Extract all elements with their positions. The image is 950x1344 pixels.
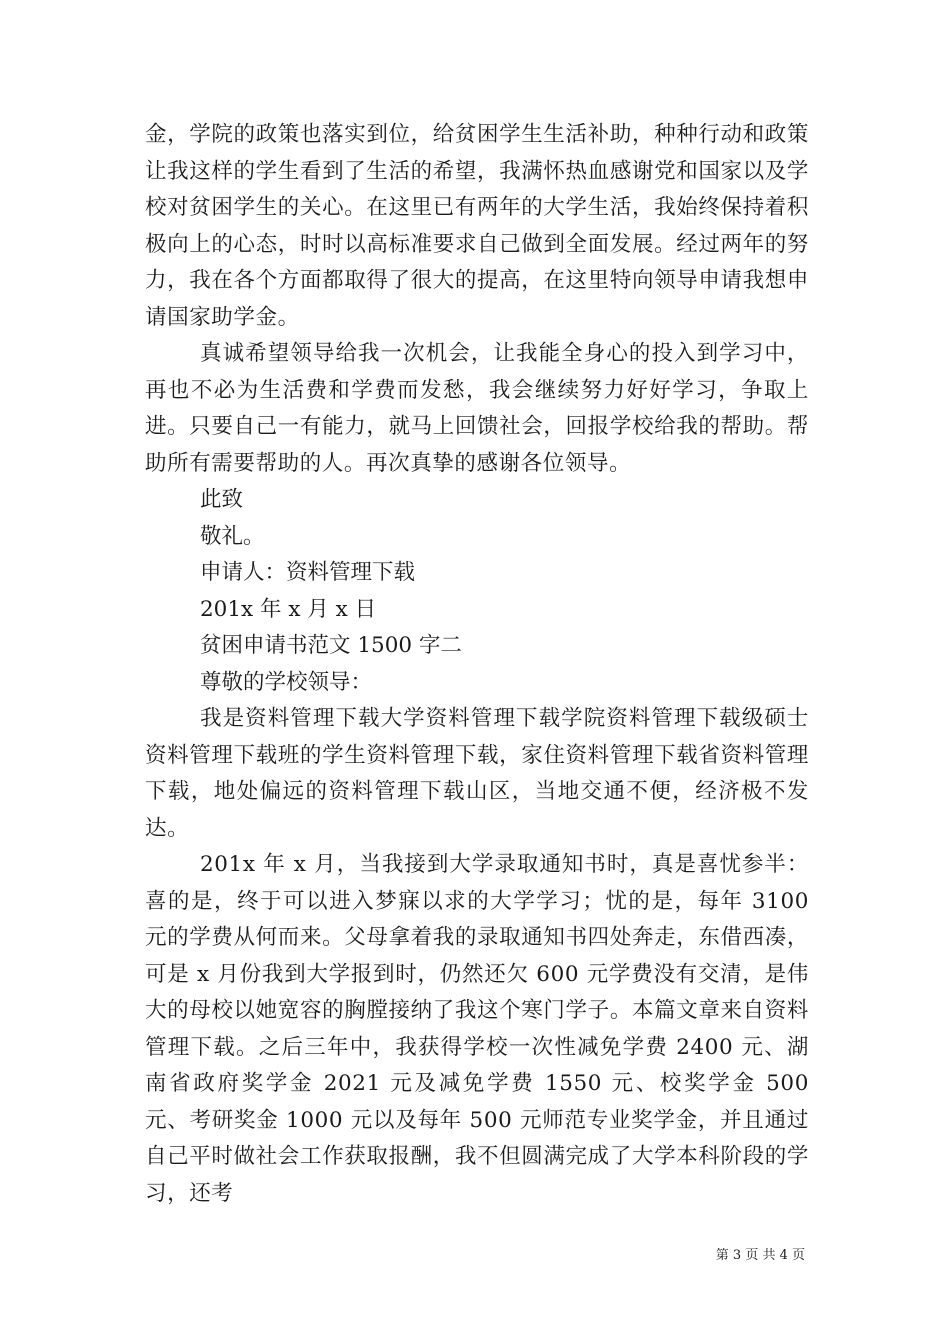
- paragraph-4: 201x 年 x 月，当我接到大学录取通知书时，真是喜忧参半：喜的是，终于可以进入梦寐以求的大学学习；忧的是，每年 3100 元的学费从何而来。父母拿着我的录取通知书四处奔走，东借西凑，可是 x 月份我到大学报到时，仍然还欠 600 元学费没有交清，是伟大的母校以她宽容的胸膛接纳了我这个寒门学子。本篇文章来自资料管理下载。之后三年中，我获得学校一次性减免学费 2400 元、湖南省政府奖学金 2021 元及减免学费 1550 元、校奖学金 500 元、考研奖金 1000 元以及每年 500 元师范专业奖学金，并且通过自己平时做社会工作获取报酬，我不但圆满完成了大学本科阶段的学习，还考: [145, 852, 809, 1206]
- section-title: 贫困申请书范文 1500 字二: [200, 633, 462, 658]
- closing-regards: 敬礼。: [200, 523, 265, 549]
- greeting-line: 尊敬的学校领导：: [200, 669, 373, 695]
- date-line: 201x 年 x 月 x 日: [200, 596, 377, 622]
- applicant-line: 申请人：资料管理下载: [200, 560, 416, 585]
- page-number-footer: 第 3 页 共 4 页: [715, 1248, 805, 1263]
- paragraph-1: 金，学院的政策也落实到位，给贫困学生生活补助，种种行动和政策让我这样的学生看到了生活的希望，我满怀热血感谢党和国家以及学校对贫困学生的关心。在这里已有两年的大学生活，我始终保持着积极向上的心态，时时以高标准要求自己做到全面发展。经过两年的努力，我在各个方面都取得了很大的提高，在这里特向领导申请我想申请国家助学金。: [145, 122, 809, 330]
- paragraph-2: 真诚希望领导给我一次机会，让我能全身心的投入到学习中，再也不必为生活费和学费而发愁，我会继续努力好好学习，争取上进。只要自己一有能力，就马上回馈社会，回报学校给我的帮助。帮助所有需要帮助的人。再次真挚的感谢各位领导。: [145, 341, 809, 476]
- paragraph-3: 我是资料管理下载大学资料管理下载学院资料管理下载级硕士资料管理下载班的学生资料管理下载，家住资料管理下载省资料管理下载，地处偏远的资料管理下载山区，当地交通不便，经济极不发达。: [145, 706, 809, 841]
- closing-salutation: 此致: [200, 487, 244, 512]
- document-body: [145, 117, 809, 1212]
